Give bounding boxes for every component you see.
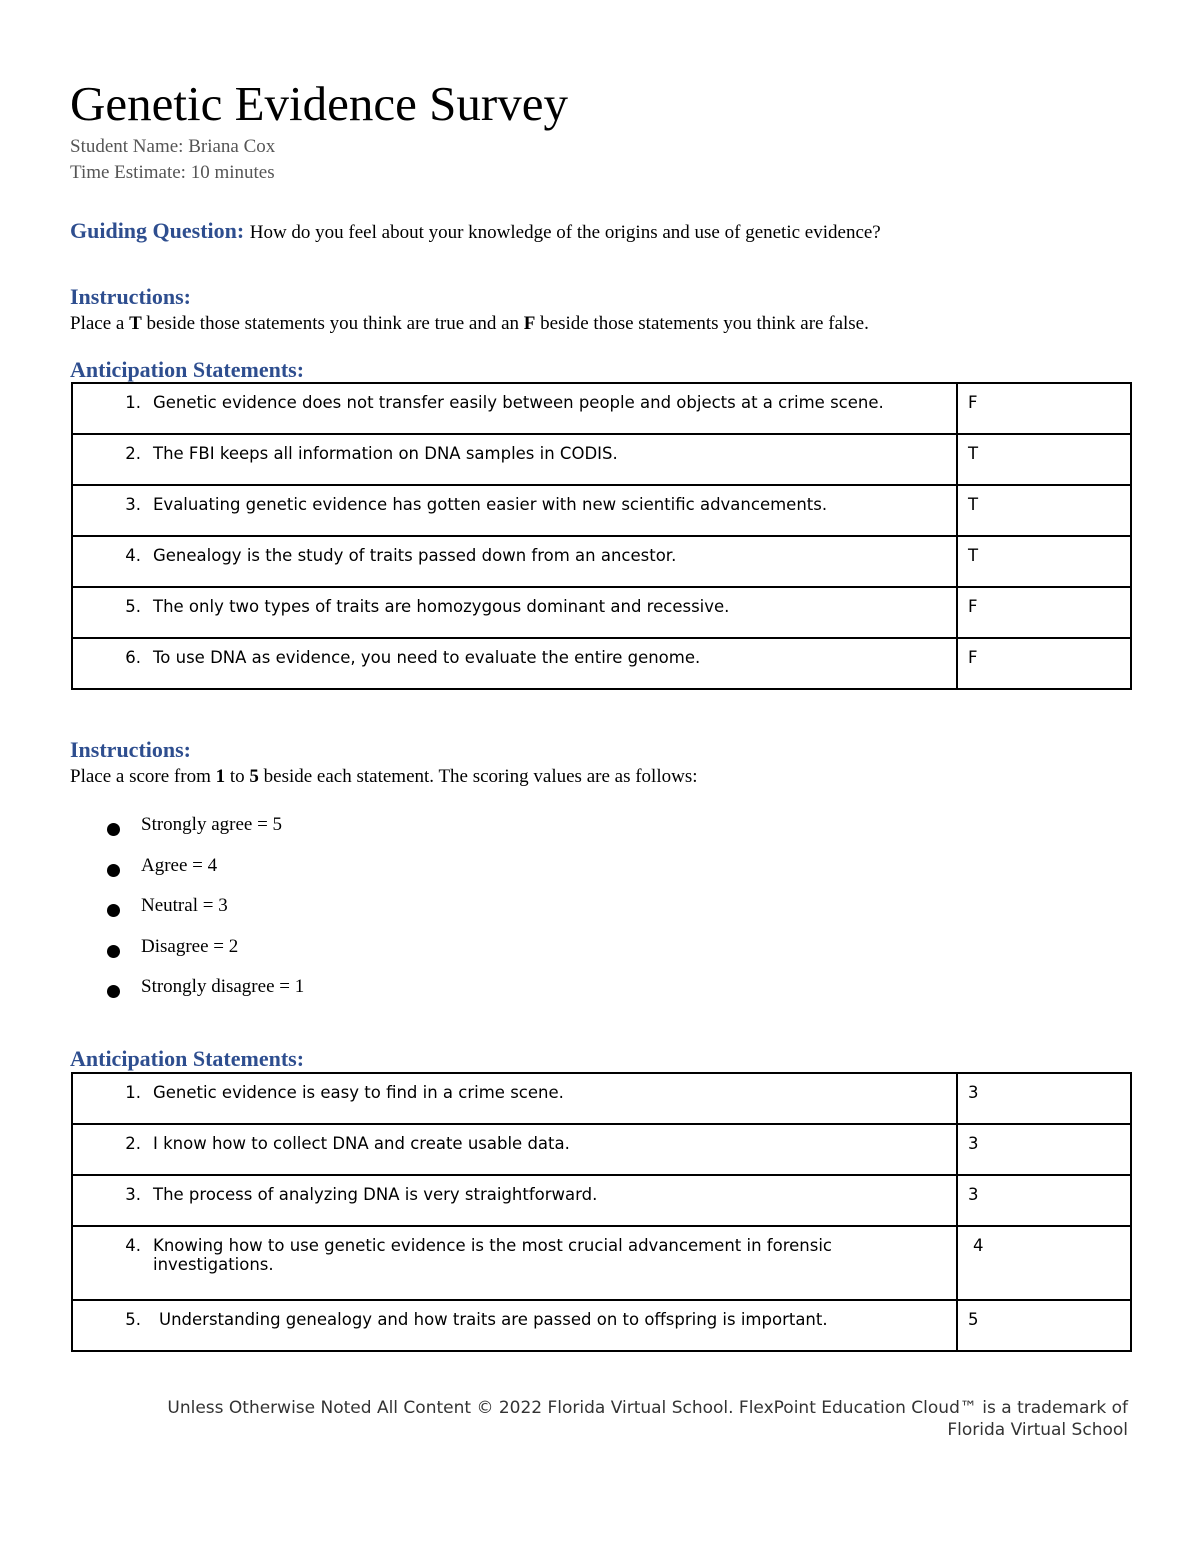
guiding-question-text: How do you feel about your knowledge of the origins and use of genetic evidence? — [249, 222, 881, 243]
instructions-text-1 — [70, 313, 869, 335]
row-number: 3. — [125, 1185, 141, 1204]
list-item — [107, 855, 304, 896]
instr2-five: 5 — [249, 766, 259, 787]
table-row — [72, 1124, 1131, 1175]
time-estimate: Time Estimate: 10 minutes — [70, 162, 275, 183]
table-row — [72, 536, 1131, 587]
table-row — [72, 434, 1131, 485]
footer-copyright — [167, 1397, 1128, 1441]
bullet-icon — [107, 985, 120, 998]
row-number: 4. — [125, 1236, 141, 1255]
bullet-icon — [107, 864, 120, 877]
table-row — [72, 1073, 1131, 1124]
row-number: 2. — [125, 444, 141, 463]
footer-line-1: Unless Otherwise Noted All Content © 2022 Florida Virtual School. FlexPoint Education Cloud™ is a trademark of — [167, 1398, 1128, 1418]
row-number: 1. — [125, 393, 141, 412]
student-name: Student Name: Briana Cox — [70, 136, 276, 157]
answer-cell[interactable]: F — [957, 383, 1131, 434]
instr2-pre: Place a score from — [70, 766, 216, 787]
instr2-post: beside each statement. The scoring values are as follows: — [258, 766, 698, 787]
true-false-table — [71, 382, 1132, 690]
statement-text: The FBI keeps all information on DNA samples in CODIS. — [153, 444, 618, 463]
list-item — [107, 895, 304, 936]
bullet-icon — [107, 904, 120, 917]
instructions-text-2 — [70, 766, 698, 788]
statement-text: Genealogy is the study of traits passed down from an ancestor. — [153, 546, 677, 565]
score-table — [71, 1072, 1132, 1352]
answer-cell[interactable]: T — [957, 536, 1131, 587]
list-item — [107, 976, 304, 1017]
answer-cell[interactable]: 3 — [957, 1175, 1131, 1226]
table-row — [72, 383, 1131, 434]
list-item — [107, 814, 304, 855]
page-title: Genetic Evidence Survey — [70, 76, 568, 131]
answer-cell[interactable]: 3 — [957, 1124, 1131, 1175]
statement-text: Evaluating genetic evidence has gotten easier with new scientific advancements. — [153, 495, 828, 514]
anticipation-heading-1: Anticipation Statements: — [70, 357, 305, 382]
footer-line-2: Florida Virtual School — [947, 1420, 1128, 1440]
statement-text: Understanding genealogy and how traits are passed on to offspring is important. — [159, 1310, 828, 1329]
answer-cell[interactable]: 3 — [957, 1073, 1131, 1124]
scale-label: Disagree = 2 — [141, 935, 239, 957]
scale-label: Strongly disagree = 1 — [141, 976, 305, 997]
statement-text: Knowing how to use genetic evidence is the most crucial advancement in forensic — [153, 1236, 832, 1255]
answer-cell[interactable]: F — [957, 587, 1131, 638]
guiding-question — [70, 218, 881, 244]
bullet-icon — [107, 945, 120, 958]
instr1-t: T — [129, 313, 142, 334]
instr2-mid: to — [225, 766, 250, 787]
scale-label: Strongly agree = 5 — [141, 814, 283, 835]
statement-text: Genetic evidence is easy to find in a crime scene. — [153, 1083, 564, 1102]
guiding-question-label: Guiding Question: — [70, 218, 245, 243]
instr1-pre: Place a — [70, 313, 130, 334]
statement-text: Genetic evidence does not transfer easily between people and objects at a crime scene. — [153, 393, 884, 412]
row-number: 2. — [125, 1134, 141, 1153]
table-row — [72, 485, 1131, 536]
answer-cell[interactable]: 4 — [957, 1226, 1131, 1300]
bullet-icon — [107, 823, 120, 836]
instructions-heading-2: Instructions: — [70, 737, 192, 762]
scale-label: Neutral = 3 — [141, 895, 228, 916]
instr1-mid: beside those statements you think are true and an — [141, 313, 524, 334]
instr1-f: F — [523, 313, 536, 334]
instructions-heading-1: Instructions: — [70, 284, 192, 309]
anticipation-heading-2: Anticipation Statements: — [70, 1046, 305, 1071]
row-number: 3. — [125, 495, 141, 514]
table-row — [72, 587, 1131, 638]
statement-text: To use DNA as evidence, you need to evaluate the entire genome. — [153, 648, 701, 667]
statement-text: The only two types of traits are homozygous dominant and recessive. — [153, 597, 730, 616]
list-item — [107, 936, 304, 977]
row-number: 1. — [125, 1083, 141, 1102]
table-row — [72, 1175, 1131, 1226]
scoring-scale-list — [107, 814, 304, 1017]
table-row — [72, 1300, 1131, 1351]
instr2-one: 1 — [215, 766, 226, 787]
answer-cell[interactable]: T — [957, 434, 1131, 485]
scale-label: Agree = 4 — [141, 854, 218, 876]
table-row — [72, 638, 1131, 689]
answer-cell[interactable]: 5 — [957, 1300, 1131, 1351]
answer-cell[interactable]: T — [957, 485, 1131, 536]
instr1-post: beside those statements you think are false. — [535, 313, 869, 334]
statement-text-continued: investigations. — [153, 1255, 274, 1274]
statement-text: I know how to collect DNA and create usable data. — [153, 1134, 570, 1153]
statement-text: The process of analyzing DNA is very straightforward. — [153, 1185, 598, 1204]
row-number: 6. — [125, 648, 141, 667]
table-row — [72, 1226, 1131, 1300]
row-number: 5. — [125, 597, 141, 616]
answer-cell[interactable]: F — [957, 638, 1131, 689]
row-number: 4. — [125, 546, 141, 565]
row-number: 5. — [125, 1310, 141, 1329]
